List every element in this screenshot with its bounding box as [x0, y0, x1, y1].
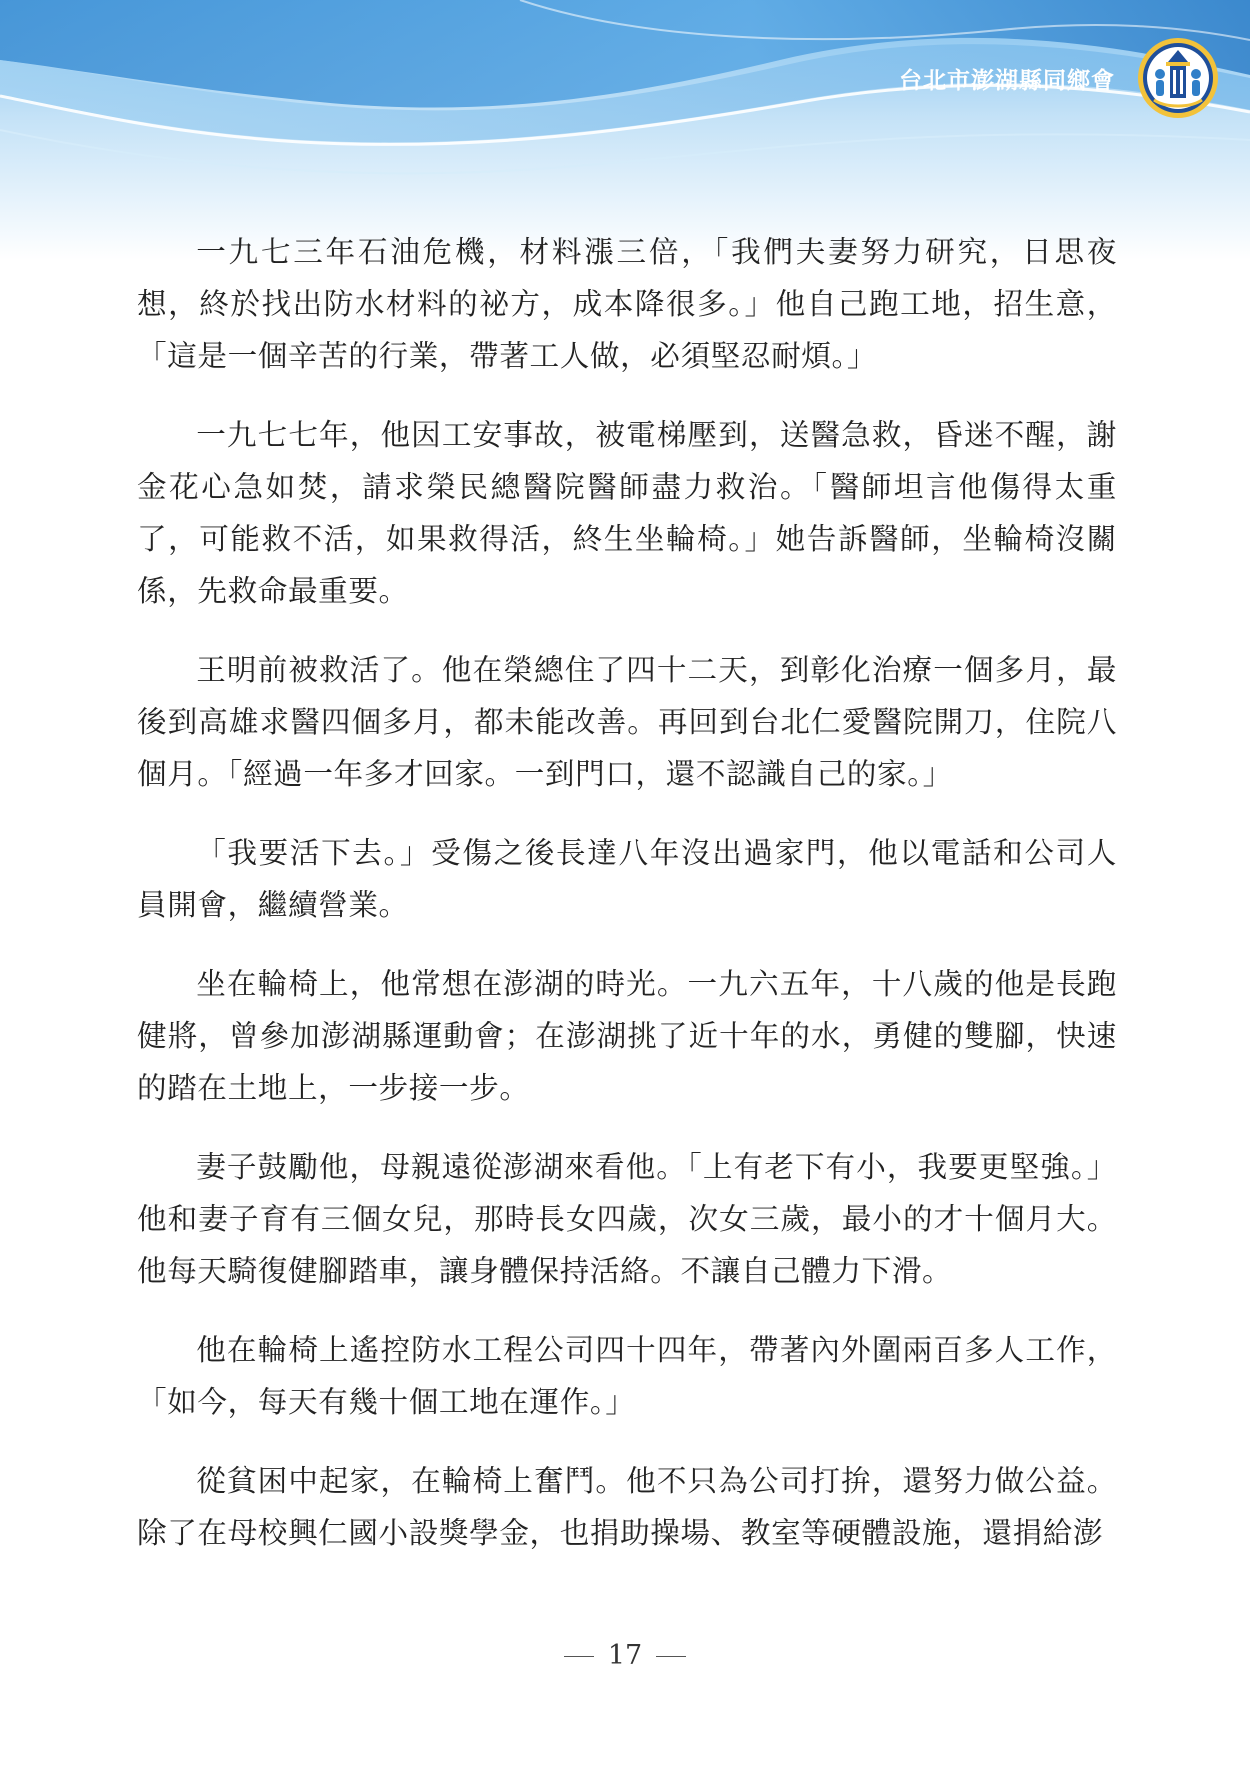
wave-decoration: [0, 0, 1250, 260]
article-body: [137, 226, 1117, 1586]
paragraph: 一九七七年，他因工安事故，被電梯壓到，送醫急救，昏迷不醒，謝金花心急如焚，請求榮民總醫院醫師盡力救治。「醫師坦言他傷得太重了，可能救不活，如果救得活，終生坐輪椅。」她告訴醫師，坐輪椅沒關係，先救命最重要。: [137, 418, 1117, 608]
paragraph: 一九七三年石油危機，材料漲三倍，「我們夫妻努力研究，日思夜想，終於找出防水材料的祕方，成本降很多。」他自己跑工地，招生意，「這是一個辛苦的行業，帶著工人做，必須堅忍耐煩。」: [137, 235, 1117, 373]
header-banner: [0, 0, 1250, 260]
dash-divider: [564, 1656, 594, 1658]
paragraph: 從貧困中起家，在輪椅上奮鬥。他不只為公司打拚，還努力做公益。除了在母校興仁國小設獎學金，也捐助操場、教室等硬體設施，還捐給澎: [137, 1464, 1117, 1550]
association-emblem-icon: [1136, 36, 1220, 120]
paragraph: 坐在輪椅上，他常想在澎湖的時光。一九六五年，十八歲的他是長跑健將，曾參加澎湖縣運動會；在澎湖挑了近十年的水，勇健的雙腳，快速的踏在土地上，一步接一步。: [137, 967, 1117, 1105]
paragraph: 王明前被救活了。他在榮總住了四十二天，到彰化治療一個多月，最後到高雄求醫四個多月，都未能改善。再回到台北仁愛醫院開刀，住院八個月。「經過一年多才回家。一到門口，還不認識自己的家。」: [137, 653, 1117, 791]
paragraph: 妻子鼓勵他，母親遠從澎湖來看他。「上有老下有小，我要更堅強。」他和妻子育有三個女兒，那時長女四歲，次女三歲，最小的才十個月大。他每天騎復健腳踏車，讓身體保持活絡。不讓自己體力下滑。: [137, 1150, 1117, 1288]
page-number: 17: [607, 1640, 643, 1671]
page-footer: [0, 1640, 1250, 1671]
paragraph: 他在輪椅上遙控防水工程公司四十四年，帶著內外圍兩百多人工作，「如今，每天有幾十個工地在運作。」: [137, 1333, 1117, 1419]
dash-divider: [656, 1656, 686, 1658]
org-name: 台北市澎湖縣同鄉會: [899, 68, 1115, 94]
paragraph: 「我要活下去。」受傷之後長達八年沒出過家門，他以電話和公司人員開會，繼續營業。: [137, 836, 1117, 922]
